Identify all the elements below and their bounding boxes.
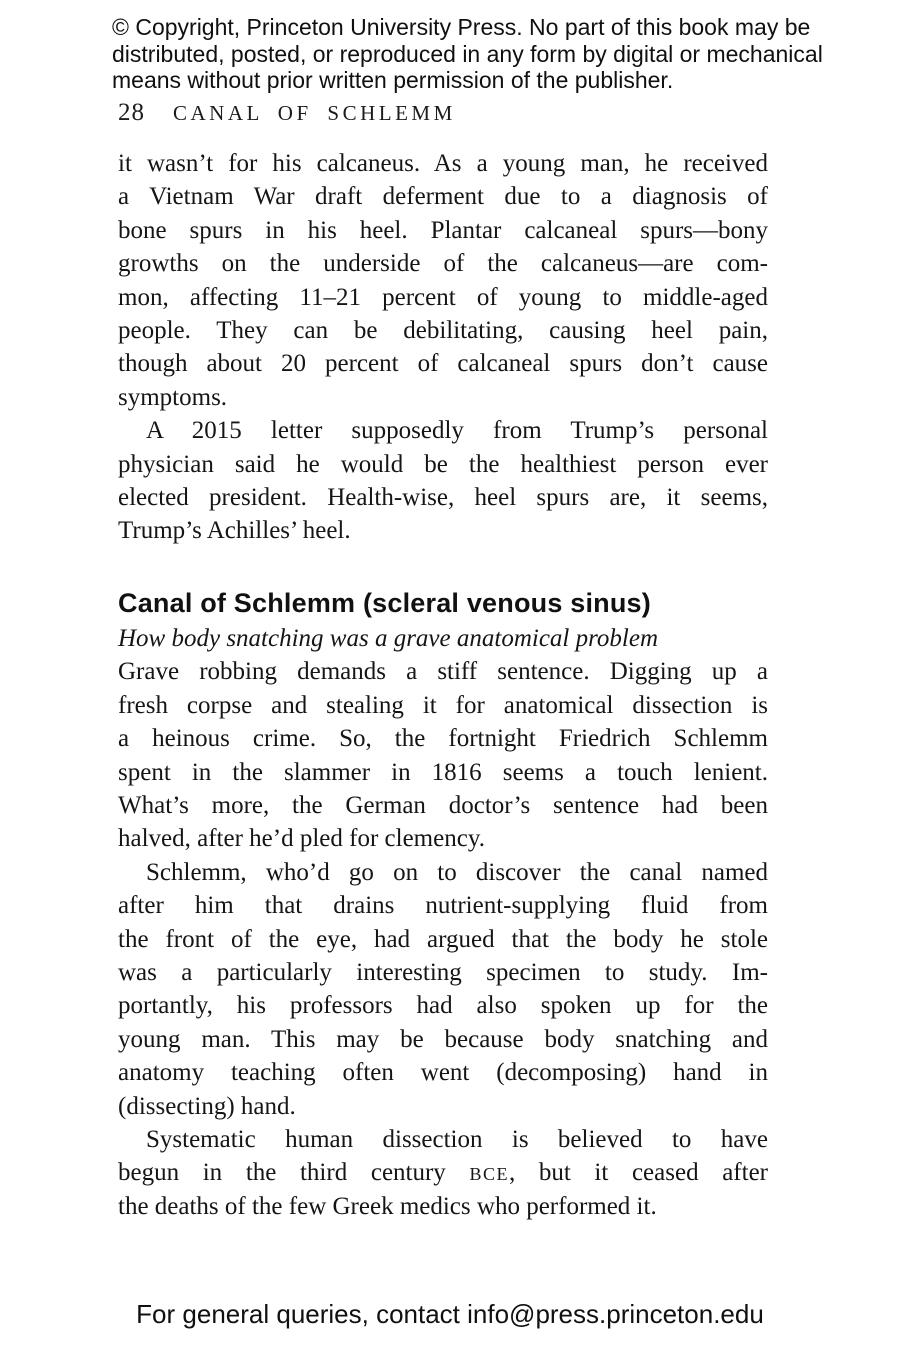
text-line: bone spurs in his heel. Plantar calcaneal spurs—bony <box>118 216 768 244</box>
text-line: the deaths of the few Greek medics who performed it. <box>118 1192 657 1220</box>
copyright-line: distributed, posted, or reproduced in any form by digital or mechanical <box>112 40 823 67</box>
small-caps-text: bce <box>469 1159 509 1187</box>
paragraph <box>118 856 768 1123</box>
text-line: elected president. Health-wise, heel spurs are, it seems, <box>118 484 768 512</box>
text-line: (dissecting) hand. <box>118 1092 296 1120</box>
footer-contact: For general queries, contact info@press.princeton.edu <box>136 1299 764 1329</box>
copyright-notice <box>112 14 884 94</box>
text-line: fresh corpse and stealing it for anatomical dissection is <box>118 691 768 719</box>
text-line: How body snatching was a grave anatomical problem <box>118 624 659 652</box>
copyright-line: means without prior written permission of the publisher. <box>112 67 674 93</box>
section-subtitle <box>118 622 768 655</box>
paragraph <box>118 655 768 855</box>
text-line: spent in the slammer in 1816 seems a touch lenient. <box>118 758 768 786</box>
running-head <box>118 99 456 127</box>
paragraph <box>118 147 768 414</box>
page-number: 28 <box>118 99 145 126</box>
text-line: growths on the underside of the calcaneus—are com- <box>118 250 768 278</box>
text-line: a Vietnam War draft deferment due to a diagnosis of <box>118 183 768 211</box>
paragraph <box>118 414 768 548</box>
paragraph <box>118 1123 768 1223</box>
text-line: Schlemm, who’d go on to discover the canal named <box>146 858 768 886</box>
text-line: Grave robbing demands a stiff sentence. Digging up a <box>118 658 768 686</box>
text-line: Systematic human dissection is believed to have <box>146 1125 768 1153</box>
text-line: mon, affecting 11–21 percent of young to middle-aged <box>118 283 768 311</box>
text-line: was a particularly interesting specimen to study. Im- <box>118 958 768 986</box>
running-head-title: CANAL OF SCHLEMM <box>173 101 456 125</box>
text-line: What’s more, the German doctor’s sentence had been <box>118 791 768 819</box>
text-line: symptoms. <box>118 383 228 411</box>
text-line: Canal of Schlemm (scleral venous sinus) <box>118 587 651 618</box>
copyright-line: © Copyright, Princeton University Press. No part of this book may be <box>112 14 811 40</box>
text-line: the front of the eye, had argued that the body he stole <box>118 925 768 953</box>
text-line: begun in the third century bce, but it ceased after <box>118 1159 769 1187</box>
text-line: anatomy teaching often went (decomposing) hand in <box>118 1059 768 1087</box>
text-line: people. They can be debilitating, causing heel pain, <box>118 317 768 345</box>
text-line: a heinous crime. So, the fortnight Friedrich Schlemm <box>118 725 768 753</box>
text-line: though about 20 percent of calcaneal spurs don’t cause <box>118 350 768 378</box>
text-line: halved, after he’d pled for clemency. <box>118 825 485 853</box>
text-line: after him that drains nutrient-supplying fluid from <box>118 892 768 920</box>
text-line: physician said he would be the healthiest person ever <box>118 450 768 478</box>
text-line: young man. This may be because body snatching and <box>118 1025 768 1053</box>
section-heading <box>118 585 768 622</box>
text-block <box>118 147 768 1223</box>
text-line: portantly, his professors had also spoken up for the <box>118 992 768 1020</box>
text-line: Trump’s Achilles’ heel. <box>118 517 351 545</box>
text-line: it wasn’t for his calcaneus. As a young man, he received <box>118 150 768 177</box>
text-line: A 2015 letter supposedly from Trump’s personal <box>146 417 768 445</box>
